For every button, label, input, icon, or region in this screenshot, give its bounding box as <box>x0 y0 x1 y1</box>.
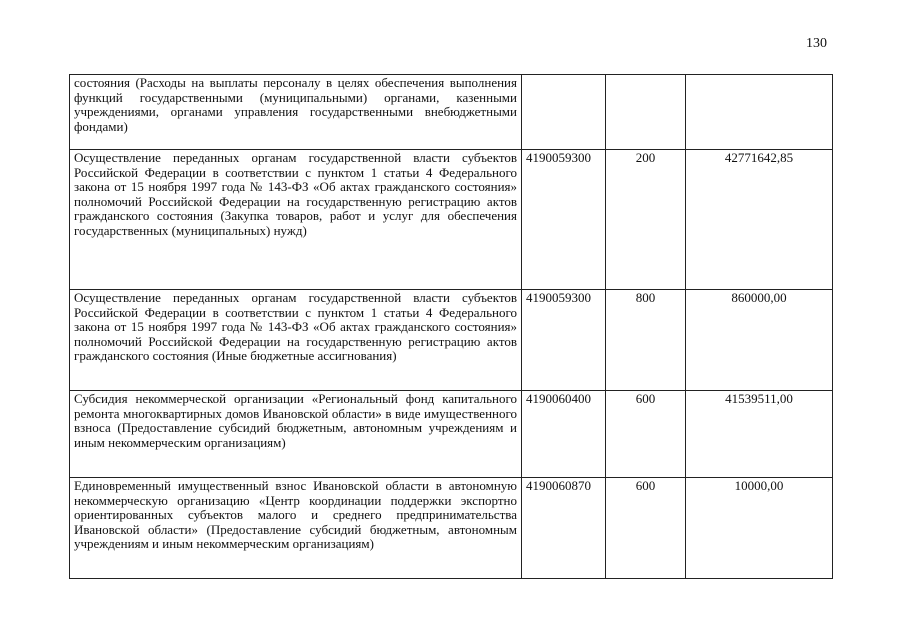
row-target-code: 4190059300 <box>522 290 606 391</box>
row-target-code <box>522 75 606 150</box>
row-target-code: 4190060400 <box>522 391 606 478</box>
row-amount: 860000,00 <box>686 290 833 391</box>
budget-table <box>69 74 833 579</box>
row-expense-type <box>606 75 686 150</box>
table-row <box>70 290 833 391</box>
row-expense-type: 800 <box>606 290 686 391</box>
row-target-code: 4190059300 <box>522 150 606 290</box>
row-amount <box>686 75 833 150</box>
row-expense-type: 200 <box>606 150 686 290</box>
page-number: 130 <box>806 36 827 51</box>
row-amount: 10000,00 <box>686 478 833 579</box>
row-description: Единовременный имущественный взнос Ивановской области в автономную некоммерческую организацию «Центр координации поддержки экспортно ориентированных субъектов малого и среднего предпринимательства Ивановской области» (Предоставление субсидий бюджетным, автономным учреждениям и иным некоммерческим организациям) <box>70 478 522 579</box>
row-expense-type: 600 <box>606 478 686 579</box>
table-row <box>70 478 833 579</box>
table-row <box>70 150 833 290</box>
row-expense-type: 600 <box>606 391 686 478</box>
table-row <box>70 75 833 150</box>
row-target-code: 4190060870 <box>522 478 606 579</box>
row-amount: 42771642,85 <box>686 150 833 290</box>
row-description: состояния (Расходы на выплаты персоналу в целях обеспечения выполнения функций государственными (муниципальными) органами, казенными учреждениями, органами управления государственными внебюджетными фондами) <box>70 75 522 150</box>
row-description: Осуществление переданных органам государственной власти субъектов Российской Федерации в соответствии с пунктом 1 статьи 4 Федерального закона от 15 ноября 1997 года № 143-ФЗ «Об актах гражданского состояния» полномочий Российской Федерации на государственную регистрацию актов гражданского состояния (Иные бюджетные ассигнования) <box>70 290 522 391</box>
row-amount: 41539511,00 <box>686 391 833 478</box>
table-row <box>70 391 833 478</box>
row-description: Осуществление переданных органам государственной власти субъектов Российской Федерации в соответствии с пунктом 1 статьи 4 Федерального закона от 15 ноября 1997 года № 143-ФЗ «Об актах гражданского состояния» полномочий Российской Федерации на государственную регистрацию актов гражданского состояния (Закупка товаров, работ и услуг для обеспечения государственных (муниципальных) нужд) <box>70 150 522 290</box>
row-description: Субсидия некоммерческой организации «Региональный фонд капитального ремонта многоквартирных домов Ивановской области» в виде имущественного взноса (Предоставление субсидий бюджетным, автономным учреждениям и иным некоммерческим организациям) <box>70 391 522 478</box>
